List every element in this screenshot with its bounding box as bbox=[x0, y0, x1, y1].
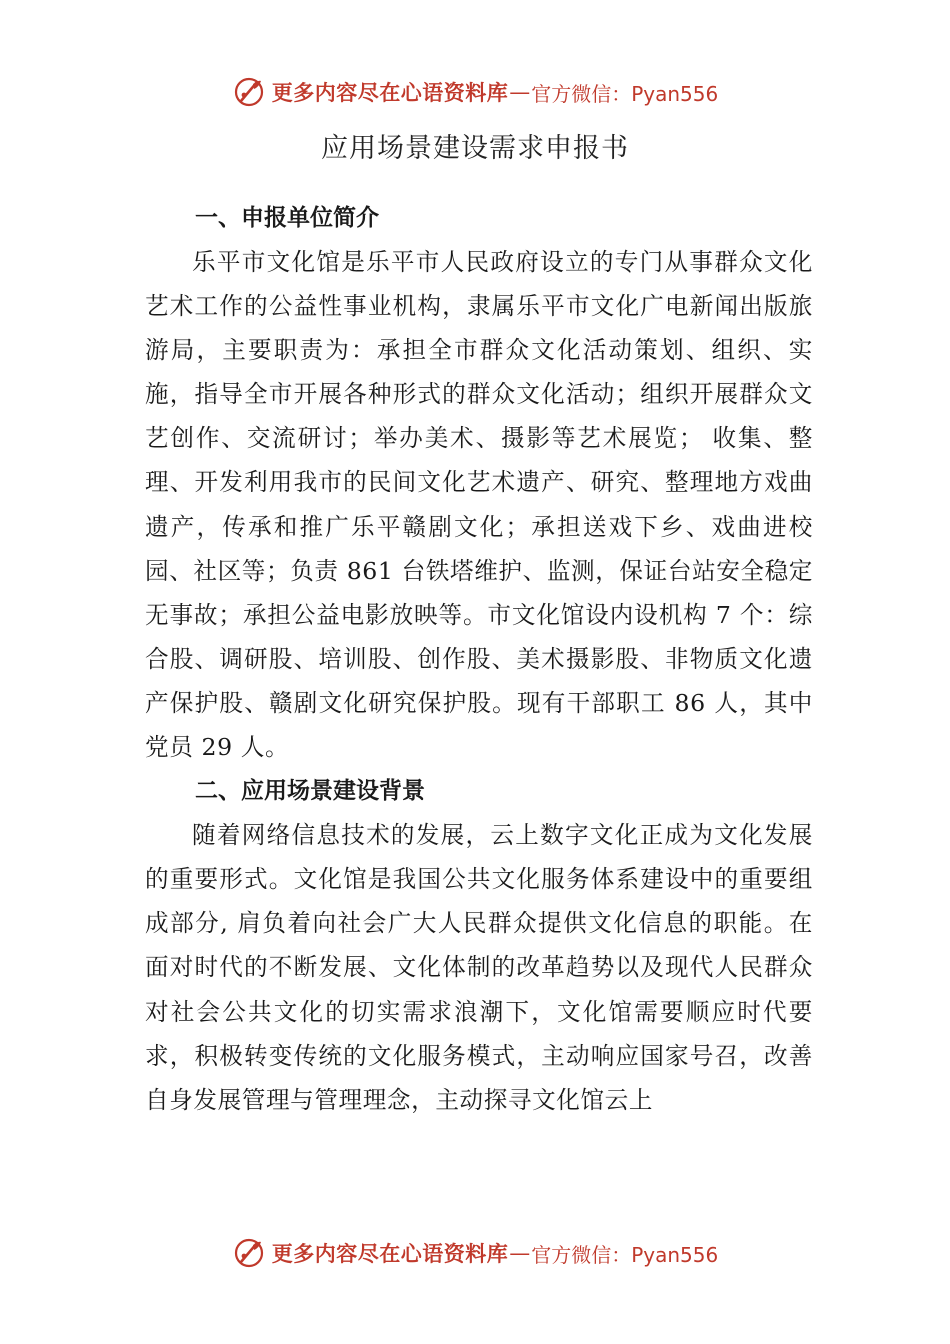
footer-watermark bbox=[0, 1233, 950, 1273]
watermark-text: 更多内容尽在心语资料库 bbox=[271, 1241, 509, 1266]
header-watermark bbox=[0, 72, 950, 112]
watermark-wechat: 官方微信：Pyan556 bbox=[531, 1242, 719, 1267]
section-heading-2: 二、应用场景建设背景 bbox=[195, 778, 425, 805]
section-paragraph-1: 乐平市文化馆是乐平市人民政府设立的专门从事群众文化艺术工作的公益性事业机构，隶属乐平市文化广电新闻出版旅游局，主要职责为：承担全市群众文化活动策划、组织、实施，指导全市开展各种形式的群众文化活动；组织开展群众文艺创作、交流研讨；举办美术、摄影等艺术展览； 收集、整理、开发利用我市的民间文化艺术遗产、研究、整理地方戏曲遗产，传承和推广乐平赣剧文化；承担送戏下乡、戏曲进校园、社区等；负责 861 台铁塔维护、监测，保证台站安全稳定无事故；承担公益电影放映等。市文化馆设内设机构 7 个：综合股、调研股、培训股、创作股、美术摄影股、非物质文化遗产保护股、赣剧文化研究保护股。现有干部职工 86 人，其中党员 29 人。 bbox=[145, 248, 813, 762]
quill-logo-icon bbox=[232, 1236, 266, 1270]
document-title: 应用场景建设需求申报书 bbox=[321, 133, 629, 164]
watermark-separator: — bbox=[509, 1241, 531, 1265]
quill-logo-icon bbox=[232, 75, 266, 109]
section-paragraph-2: 随着网络信息技术的发展，云上数字文化正成为文化发展的重要形式。文化馆是我国公共文化服务体系建设中的重要组成部分, 肩负着向社会广大人民群众提供文化信息的职能。在面对时代的不断发展、文化体制的改革趋势以及现代人民群众对社会公共文化的切实需求浪潮下，文化馆需要顺应时代要求，积极转变传统的文化服务模式，主动响应国家号召，改善自身发展管理与管理理念，主动探寻文化馆云上 bbox=[145, 821, 813, 1114]
section-heading-1: 一、申报单位简介 bbox=[195, 205, 379, 231]
watermark-separator: — bbox=[509, 80, 531, 104]
watermark-text: 更多内容尽在心语资料库 bbox=[271, 80, 509, 105]
document-body bbox=[145, 196, 813, 1122]
watermark-wechat: 官方微信：Pyan556 bbox=[531, 81, 719, 106]
